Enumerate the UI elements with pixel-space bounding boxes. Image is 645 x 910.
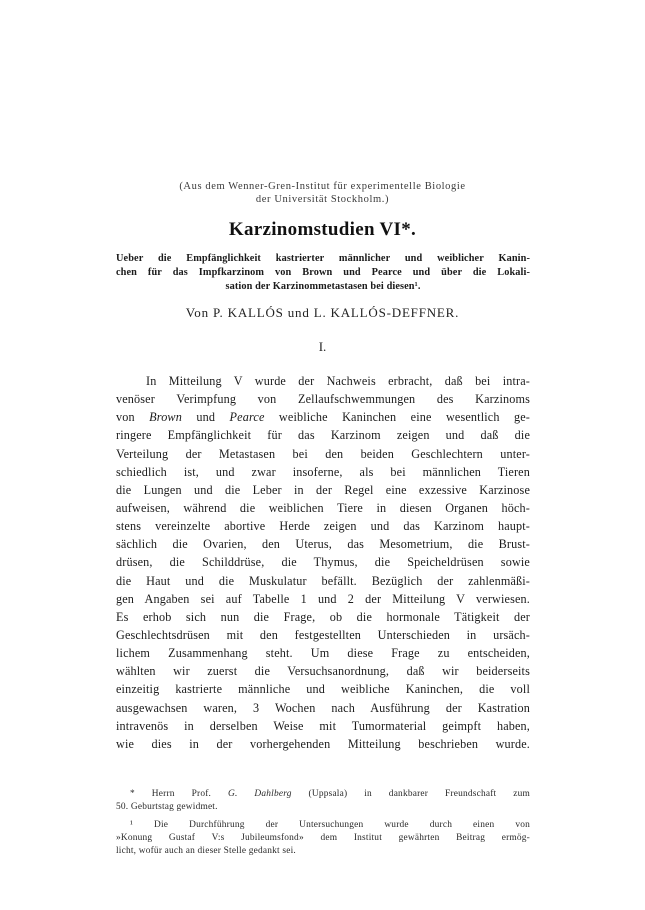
body-line: sächlich die Ovarien, den Uterus, das Mesometrium, die Brust- xyxy=(116,537,530,552)
body-line: venöser Verimpfung von Zellaufschwemmungen des Karzinoms xyxy=(116,392,530,407)
footnote-acknowledgement: ¹ Die Durchführung der Untersuchungen wurde durch einen von xyxy=(130,819,530,830)
institute-affiliation xyxy=(0,180,645,206)
honoree-name: G. Dahlberg xyxy=(227,789,292,799)
body-line: aufweisen, während die weiblichen Tiere in diesen Organen höch- xyxy=(116,500,530,515)
body-line: Es erhob sich nun die Frage, ob die hormonale Tätigkeit der xyxy=(116,609,530,624)
footnote-dedication xyxy=(116,788,530,801)
body-line: wie dies in der vorhergehenden Mitteilung beschrieben wurde. xyxy=(116,736,530,751)
body-line: stens vereinzelte abortive Herde zeigen und das Karzinom haupt- xyxy=(116,519,530,534)
article-title: Karzinomstudien VI*. xyxy=(228,219,417,240)
subtitle-line: Ueber die Empfänglichkeit kastrierter männlicher und weiblicher Kanin- xyxy=(116,253,530,264)
body-line: die Lungen und die Leber in der Regel eine exzessive Karzinose xyxy=(116,482,530,497)
section-numeral: I. xyxy=(318,339,327,354)
body-line: drüsen, die Schilddrüse, die Thymus, die Speicheldrüsen sowie xyxy=(116,555,530,570)
body-line: ausgewachsen waren, 3 Wochen nach Ausführung der Kastration xyxy=(116,700,530,715)
body-line: wählten wir zuerst die Versuchsanordnung, daß wir beiderseits xyxy=(116,664,530,679)
body-paragraph xyxy=(116,372,530,753)
body-line: lichem Zusammenhang steht. Um diese Frage zu entscheiden, xyxy=(116,646,530,661)
body-line: einzeitig kastrierte männliche und weibliche Kaninchen, die voll xyxy=(116,682,530,697)
footnote-line: 50. Geburtstag gewidmet. xyxy=(116,801,218,812)
subtitle-line: sation der Karzinommetastasen bei diesen¹. xyxy=(225,281,421,292)
footnote-text: (Uppsala) in dankbarer Freundschaft zum xyxy=(291,789,530,799)
subtitle-line: chen für das Impfkarzinom von Brown und Pearce und über die Lokali- xyxy=(116,267,530,278)
italic-name: Brown xyxy=(149,410,182,425)
footnote-line: »Konung Gustaf V:s Jubileumsfond» dem Institut gewährten Beitrag ermög- xyxy=(116,832,530,843)
body-line: von Brown und Pearce weibliche Kaninchen eine wesentlich ge- xyxy=(116,410,530,425)
body-line: schiedlich ist, und zwar insoferne, als bei männlichen Tieren xyxy=(116,464,530,479)
footnote-line: licht, wofür auch an dieser Stelle gedankt sei. xyxy=(116,845,296,856)
body-line: intravenös in derselben Weise mit Tumormaterial geimpft haben, xyxy=(116,718,530,733)
footnotes xyxy=(116,788,530,858)
italic-name: Pearce xyxy=(229,410,265,425)
footnote-text: * Herrn Prof. xyxy=(130,789,228,799)
affiliation-line: (Aus dem Wenner-Gren-Institut für experimentelle Biologie xyxy=(179,181,466,192)
body-line: gen Angaben sei auf Tabelle 1 und 2 der Mitteilung V verwiesen. xyxy=(116,591,530,606)
body-line: In Mitteilung V wurde der Nachweis erbracht, daß bei intra- xyxy=(146,374,530,388)
body-line: ringere Empfänglichkeit für das Karzinom zeigen und daß die xyxy=(116,428,530,443)
article-subtitle xyxy=(116,252,530,294)
author-line: Von P. KALLÓS und L. KALLÓS-DEFFNER. xyxy=(185,305,460,320)
body-line: Verteilung der Metastasen bei den beiden Geschlechtern unter- xyxy=(116,446,530,461)
body-line: Geschlechtsdrüsen mit den festgestellten Unterschieden in ursäch- xyxy=(116,627,530,642)
affiliation-line: der Universität Stockholm.) xyxy=(255,194,390,205)
body-line: die Haut und die Muskulatur befällt. Bezüglich der zahlenmäßi- xyxy=(116,573,530,588)
